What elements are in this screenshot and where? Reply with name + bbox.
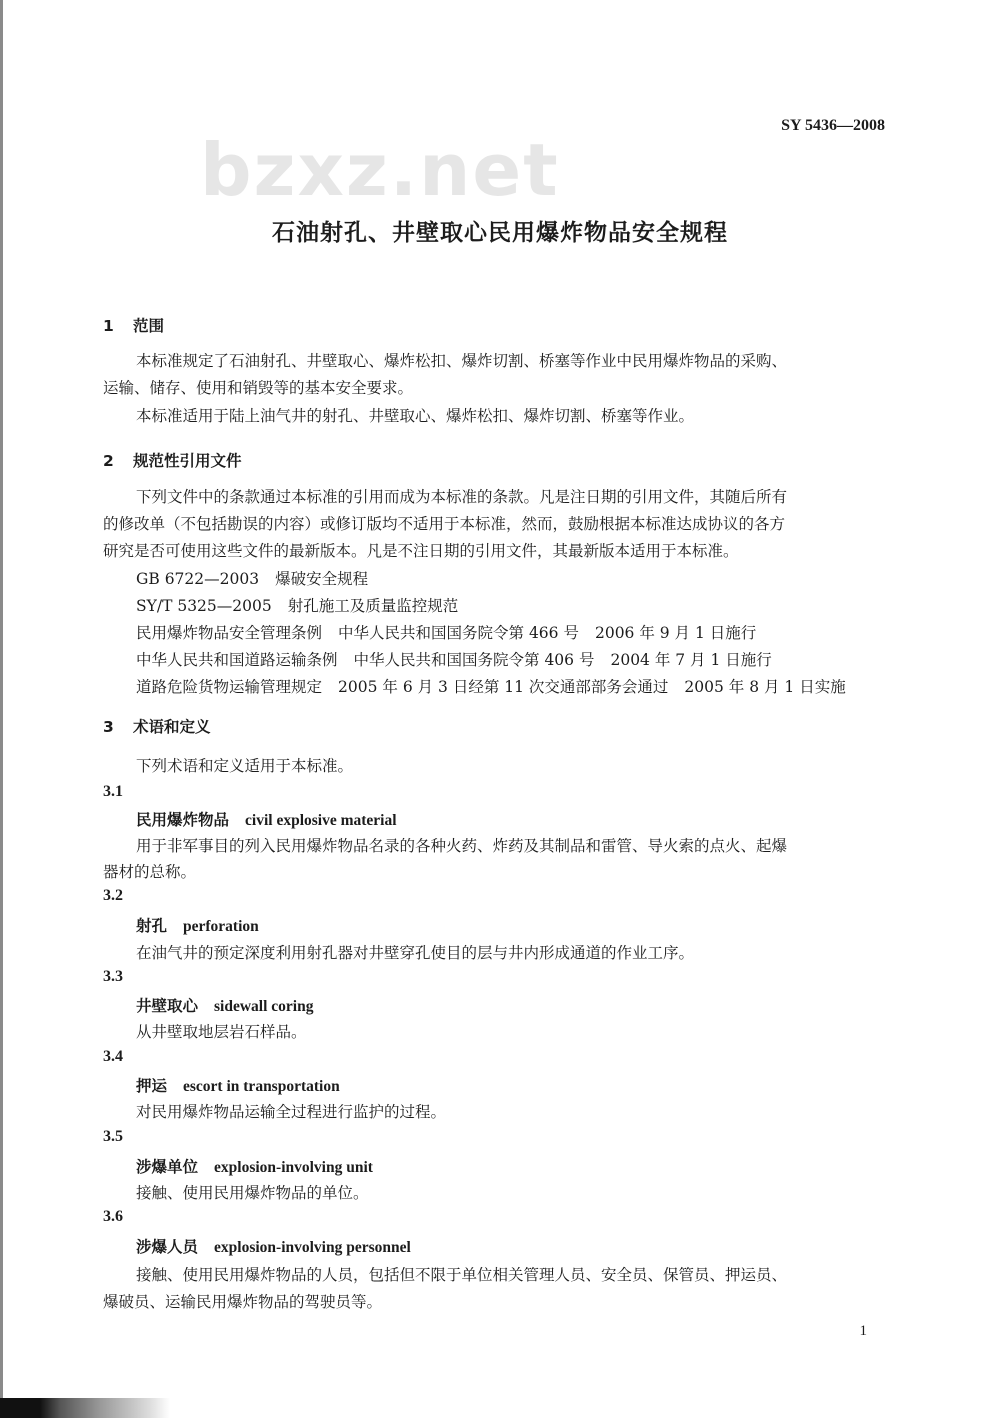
reference-code: 民用爆炸物品安全管理条例 [136,624,323,642]
paragraph-line: 下列文件中的条款通过本标准的引用而成为本标准的条款。凡是注日期的引用文件，其随后所有 [136,488,788,506]
subsection-number: 3.2 [103,887,123,904]
definition-line: 接触、使用民用爆炸物品的人员，包括但不限于单位相关管理人员、安全员、保管员、押运员、 [136,1266,788,1284]
reference-item [136,567,368,589]
subsection-number: 3.4 [103,1048,123,1065]
term-english: civil explosive material [245,812,397,829]
subsection-number: 3.1 [103,783,123,800]
term-heading [136,994,313,1016]
term-english: sidewall coring [214,998,314,1015]
paragraph-line: 的修改单（不包括勘误的内容）或修订版均不适用于本标准，然而，鼓励根据本标准达成协议的各方 [103,515,786,533]
definition-line: 在油气井的预定深度利用射孔器对井壁穿孔使目的层与井内形成通道的作业工序。 [136,944,695,962]
section-1-heading [103,314,164,336]
reference-extra: 2004 年 7 月 1 日施行 [610,651,772,669]
reference-name: 中华人民共和国国务院令第 406 号 [353,651,595,669]
term-heading [136,914,259,936]
definition-line: 爆破员、运输民用爆炸物品的驾驶员等。 [103,1293,383,1311]
scan-edge [0,0,3,1418]
definition-line: 接触、使用民用爆炸物品的单位。 [136,1184,369,1202]
reference-item [136,675,846,697]
document-number: SY 5436—2008 [781,117,885,134]
subsection-number: 3.5 [103,1128,123,1145]
section-title: 规范性引用文件 [133,452,242,470]
section-2-heading [103,449,242,471]
reference-item [136,594,458,616]
term-chinese: 涉爆单位 [136,1158,199,1176]
definition-line: 器材的总称。 [103,863,197,881]
reference-name: 射孔施工及质量监控规范 [287,597,459,615]
term-english: explosion-involving personnel [214,1239,411,1256]
paragraph-line: 运输、储存、使用和销毁等的基本安全要求。 [103,379,414,397]
section-title: 术语和定义 [133,718,211,736]
paragraph-line: 本标准适用于陆上油气井的射孔、井壁取心、爆炸松扣、爆炸切割、桥塞等作业。 [136,407,695,425]
term-chinese: 押运 [136,1077,168,1095]
paragraph-line: 研究是否可使用这些文件的最新版本。凡是不注日期的引用文件，其最新版本适用于本标准。 [103,542,739,560]
reference-name: 2005 年 6 月 3 日经第 11 次交通部部务会通过 [338,678,669,696]
reference-name: 爆破安全规程 [275,570,369,588]
reference-code: SY/T 5325—2005 [136,597,272,615]
term-chinese: 涉爆人员 [136,1238,199,1256]
reference-code: 中华人民共和国道路运输条例 [136,651,338,669]
term-english: explosion-involving unit [214,1159,373,1176]
section-title: 范围 [133,317,165,335]
term-heading [136,1235,411,1257]
subsection-number: 3.3 [103,968,123,985]
reference-extra: 2006 年 9 月 1 日施行 [594,624,757,642]
section-3-heading [103,715,211,737]
reference-item [136,648,772,670]
term-chinese: 射孔 [136,917,168,935]
term-heading [136,1074,340,1096]
term-heading [136,808,397,830]
term-chinese: 民用爆炸物品 [136,811,230,829]
document-title: 石油射孔、井壁取心民用爆炸物品安全规程 [272,220,728,246]
scan-artifact [0,1398,170,1418]
section-number: 3 [103,718,114,736]
reference-name: 中华人民共和国国务院令第 466 号 [338,624,579,642]
term-chinese: 井壁取心 [136,997,199,1015]
page-number: 1 [859,1323,867,1339]
paragraph-line: 本标准规定了石油射孔、井壁取心、爆炸松扣、爆炸切割、桥塞等作业中民用爆炸物品的采购、 [136,352,788,370]
reference-code: GB 6722—2003 [136,570,260,588]
definition-line: 从井壁取地层岩石样品。 [136,1023,307,1041]
term-english: perforation [183,918,259,935]
definition-line: 用于非军事目的列入民用爆炸物品名录的各种火药、炸药及其制品和雷管、导火索的点火、起爆 [136,837,788,855]
reference-code: 道路危险货物运输管理规定 [136,678,323,696]
watermark: bzxz.net [200,128,560,212]
reference-extra: 2005 年 8 月 1 日实施 [684,678,846,696]
paragraph-line: 下列术语和定义适用于本标准。 [136,757,354,775]
term-heading [136,1155,373,1177]
reference-item [136,621,756,643]
section-number: 1 [103,317,114,335]
term-english: escort in transportation [183,1078,340,1095]
subsection-number: 3.6 [103,1208,123,1225]
section-number: 2 [103,452,114,470]
definition-line: 对民用爆炸物品运输全过程进行监护的过程。 [136,1103,447,1121]
